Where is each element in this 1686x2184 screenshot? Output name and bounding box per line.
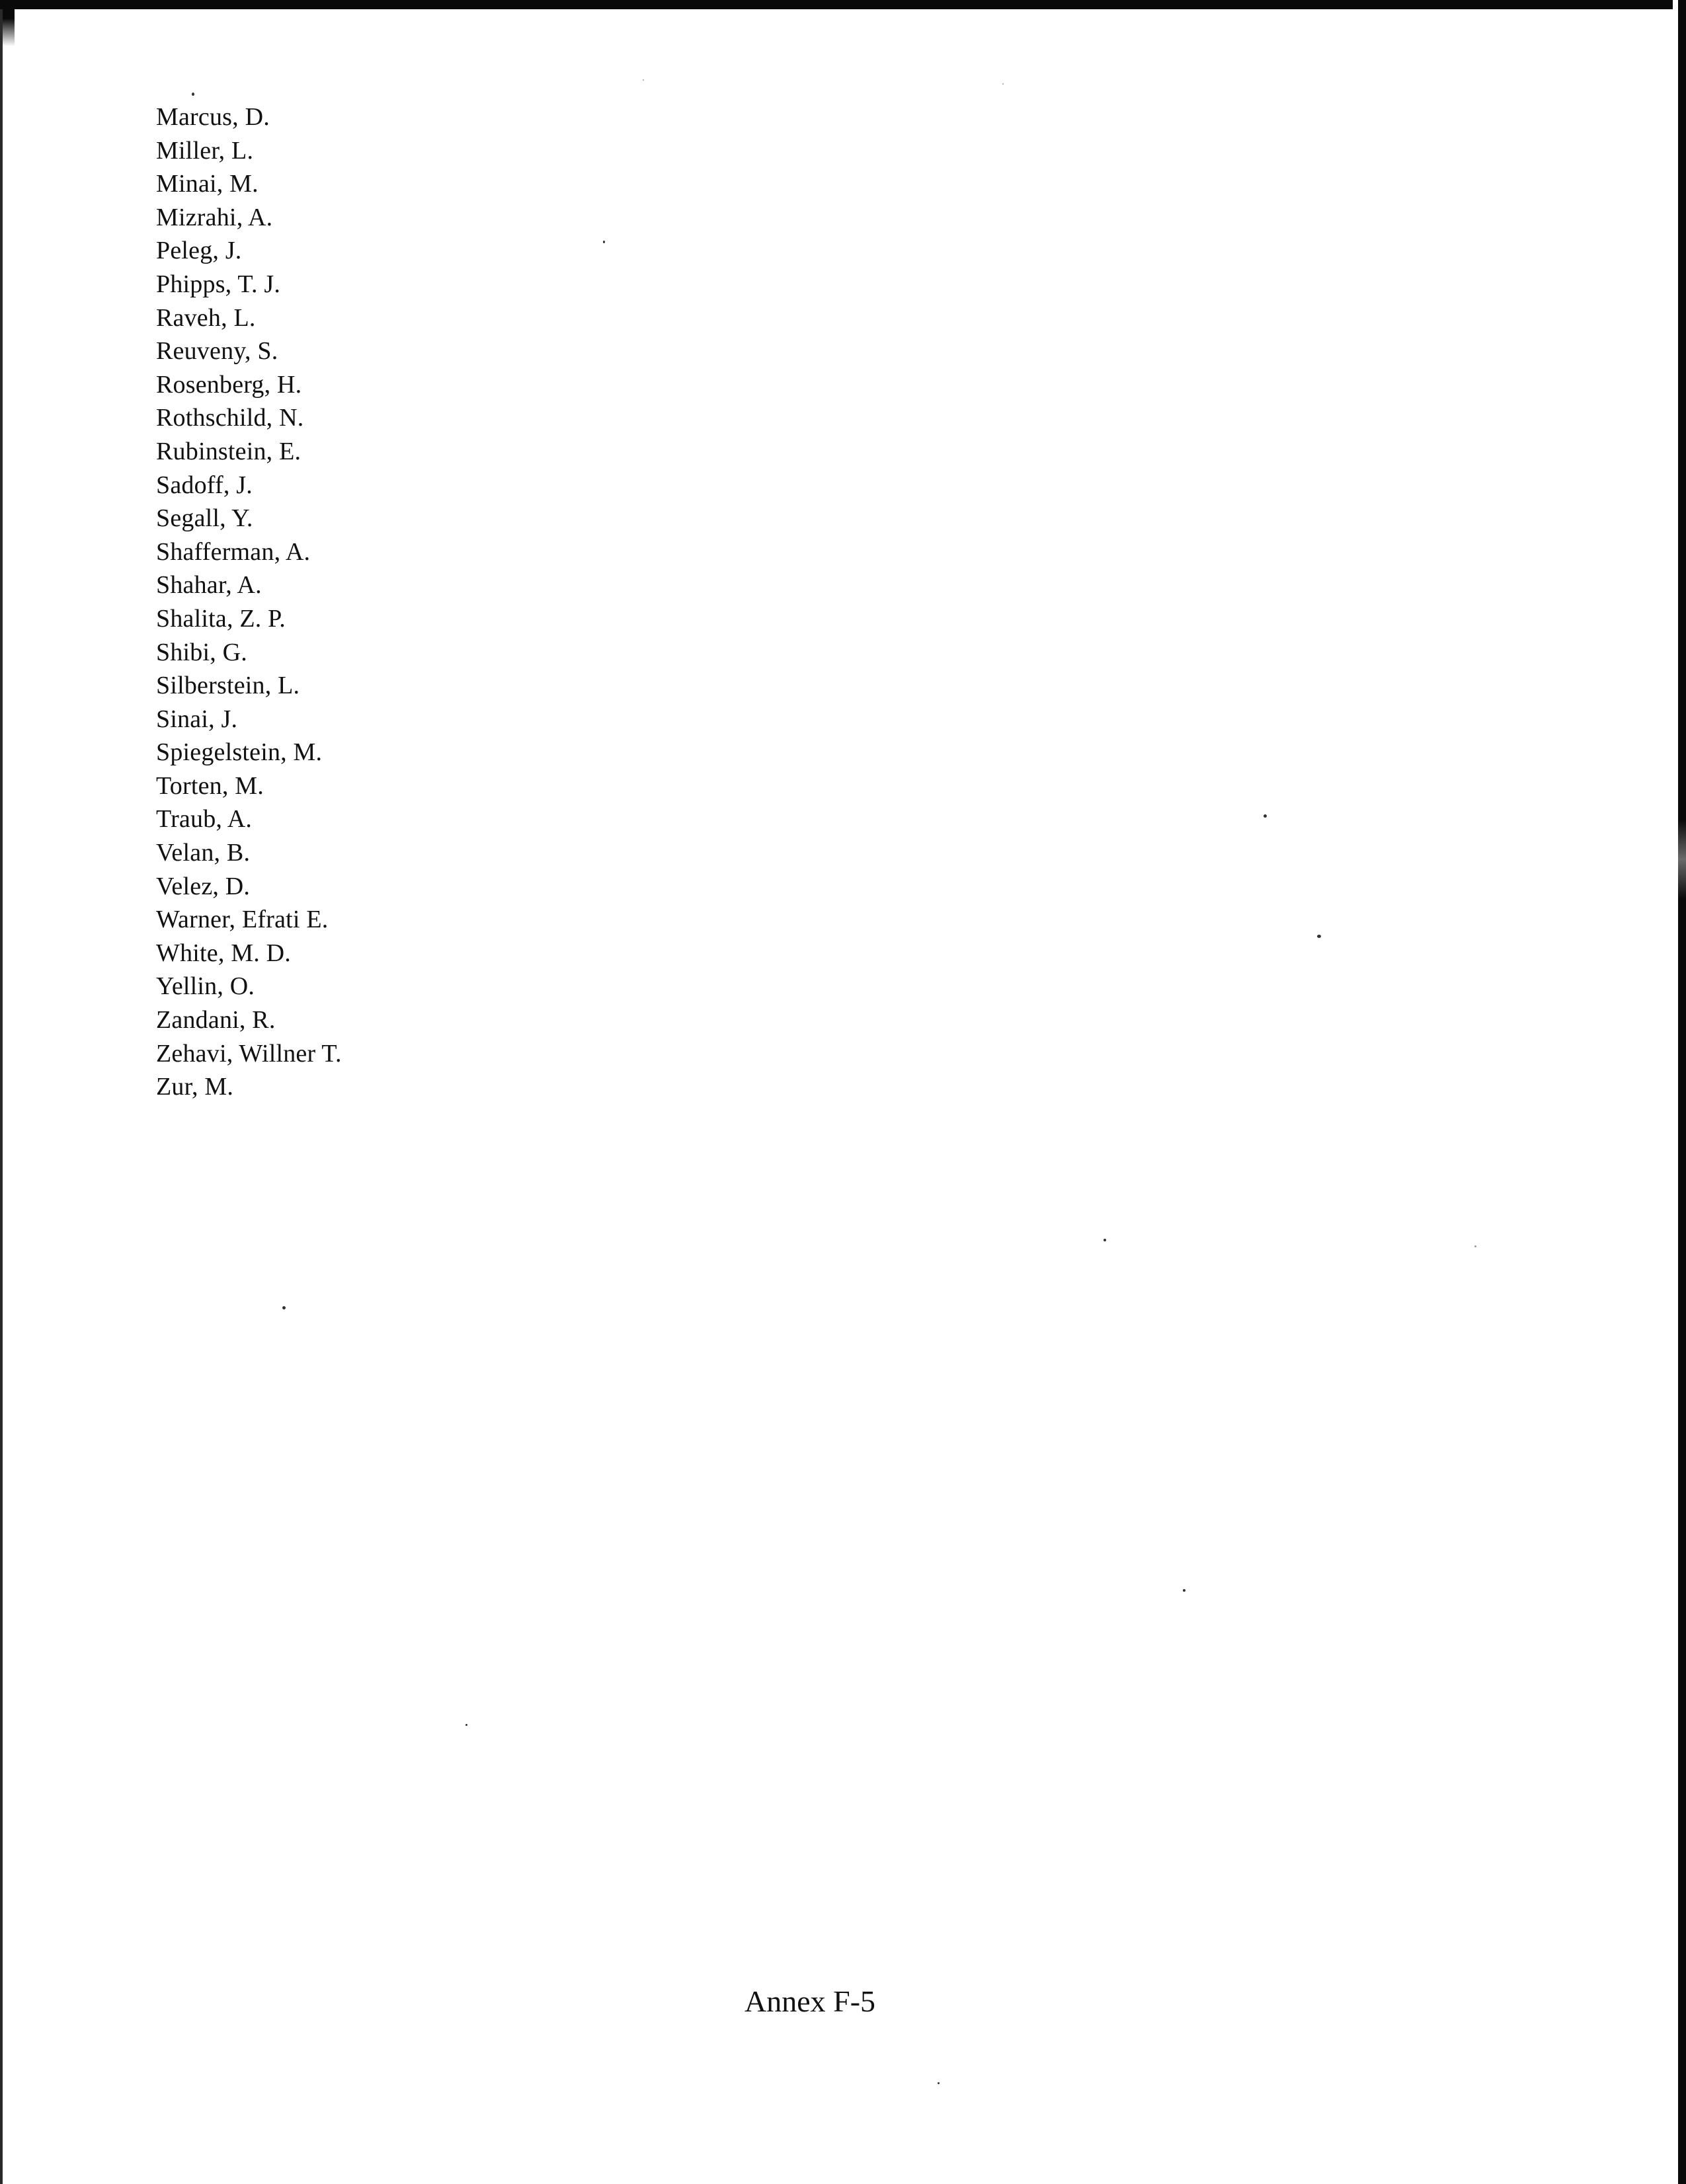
list-item: Shalita, Z. P. bbox=[156, 604, 286, 633]
list-item: Miller, L. bbox=[156, 136, 254, 165]
list-item: Zur, M. bbox=[156, 1073, 234, 1101]
scan-border-left bbox=[0, 9, 3, 2184]
list-item: Phipps, T. J. bbox=[156, 270, 281, 298]
list-item: Velez, D. bbox=[156, 872, 251, 900]
list-item: Torten, M. bbox=[156, 771, 264, 800]
scan-speck bbox=[1264, 814, 1267, 818]
scan-border-top bbox=[0, 0, 1673, 9]
scan-speck bbox=[1474, 1245, 1476, 1247]
scan-speck bbox=[938, 2082, 940, 2084]
list-item: Silberstein, L. bbox=[156, 672, 300, 700]
author-name-list bbox=[156, 100, 342, 1104]
scan-speck bbox=[1104, 1239, 1106, 1241]
list-item: Rubinstein, E. bbox=[156, 437, 301, 465]
list-item: Shibi, G. bbox=[156, 638, 247, 666]
list-item: Zehavi, Willner T. bbox=[156, 1039, 342, 1068]
list-item: Spiegelstein, M. bbox=[156, 738, 323, 767]
page-number-label: Annex F-5 bbox=[744, 1984, 876, 2018]
list-item: White, M. D. bbox=[156, 939, 291, 967]
list-item: Sadoff, J. bbox=[156, 471, 253, 499]
list-item: Sinai, J. bbox=[156, 705, 238, 733]
scan-speck bbox=[192, 93, 194, 96]
scan-speck bbox=[1002, 83, 1004, 85]
list-item: Rosenberg, H. bbox=[156, 370, 302, 399]
scan-border-right-fade bbox=[1678, 820, 1686, 899]
list-item: Peleg, J. bbox=[156, 237, 242, 265]
list-item: Reuveny, S. bbox=[156, 337, 278, 366]
list-item: Minai, M. bbox=[156, 170, 259, 198]
scan-speck bbox=[282, 1306, 286, 1309]
list-item: Yellin, O. bbox=[156, 972, 255, 1001]
list-item: Zandani, R. bbox=[156, 1006, 276, 1034]
scan-border-right bbox=[1678, 0, 1686, 2184]
scan-speck bbox=[603, 241, 605, 243]
list-item: Shahar, A. bbox=[156, 571, 262, 600]
scan-speck bbox=[643, 79, 644, 81]
list-item: Warner, Efrati E. bbox=[156, 906, 329, 934]
scan-speck bbox=[465, 1724, 467, 1726]
list-item: Segall, Y. bbox=[156, 504, 253, 533]
list-item: Shafferman, A. bbox=[156, 537, 311, 566]
list-item: Velan, B. bbox=[156, 839, 251, 867]
list-item: Traub, A. bbox=[156, 805, 253, 834]
list-item: Raveh, L. bbox=[156, 303, 256, 332]
scan-speck bbox=[1183, 1589, 1185, 1592]
scan-speck bbox=[1317, 935, 1321, 938]
list-item: Marcus, D. bbox=[156, 103, 270, 131]
list-item: Rothschild, N. bbox=[156, 404, 304, 432]
list-item: Mizrahi, A. bbox=[156, 203, 273, 231]
